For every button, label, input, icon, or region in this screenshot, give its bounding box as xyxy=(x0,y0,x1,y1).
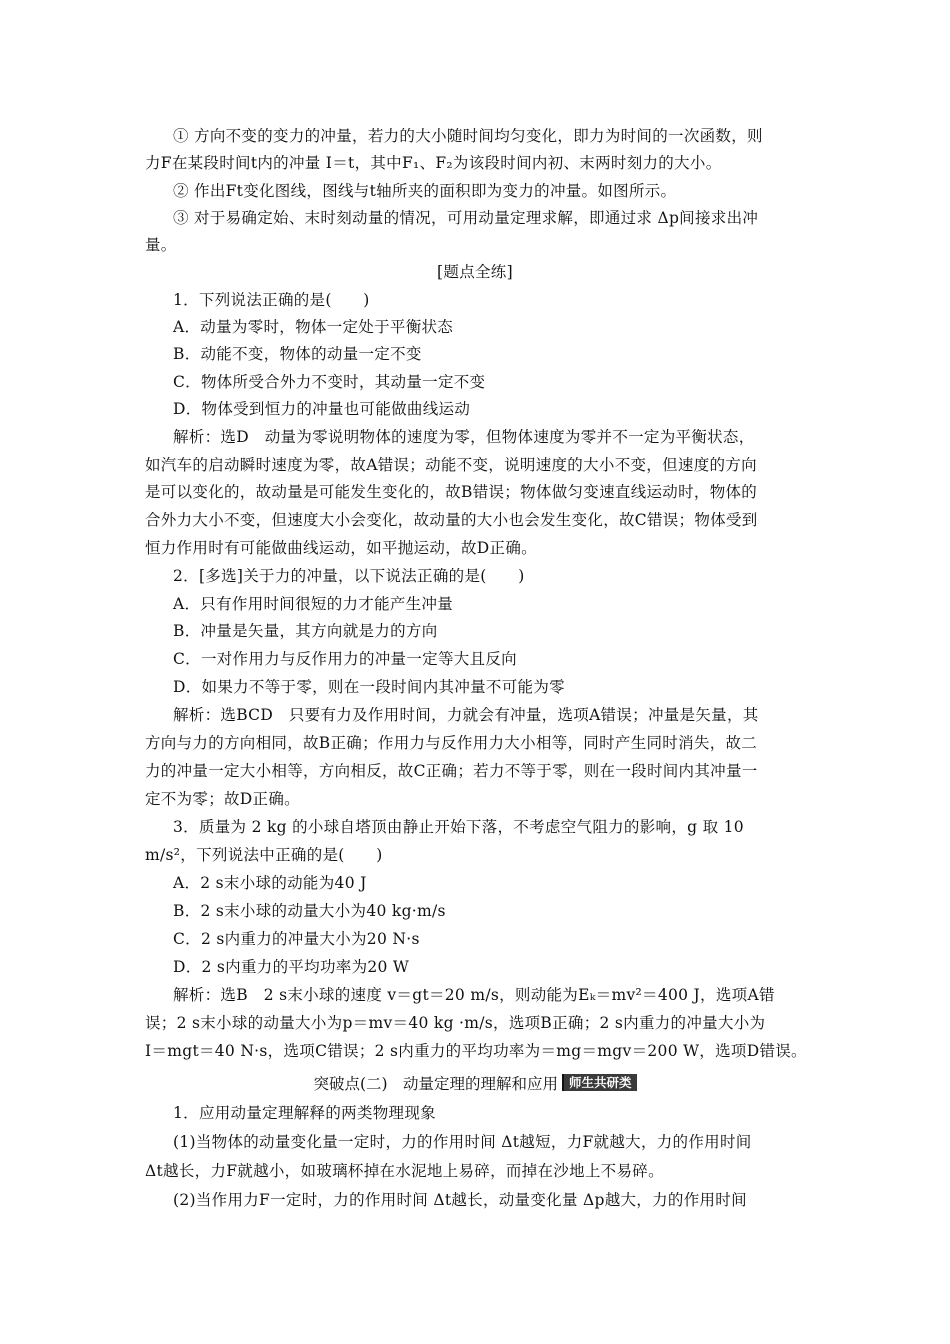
q1-analysis-1: 解析：选D 动量为零说明物体的速度为零，但物体速度为零并不一定为平衡状态， xyxy=(173,428,755,446)
q2-option-d: D．如果力不等于零，则在一段时间内其冲量不可能为零 xyxy=(173,678,565,696)
q1-option-b: B．动能不变，物体的动量一定不变 xyxy=(173,345,422,363)
part2-title: 1．应用动量定理解释的两类物理现象 xyxy=(173,1104,436,1122)
q3-stem-2: m/s²，下列说法中正确的是( ) xyxy=(145,846,383,864)
q3-analysis-2: 误；2 s末小球的动量大小为p＝mv＝40 kg ·m/s，选项B正确；2 s内重力的冲量大小为 xyxy=(145,1014,766,1032)
q3-analysis-3: I＝mgt＝40 N·s，选项C错误；2 s内重力的平均功率为＝mg＝mgv＝200 W，选项D错误。 xyxy=(145,1042,807,1060)
intro-line-3: ② 作出Ft变化图线，图线与t轴所夹的面积即为变力的冲量。如图所示。 xyxy=(173,182,677,200)
q3-option-d: D．2 s内重力的平均功率为20 W xyxy=(173,958,410,976)
q1-option-c: C．物体所受合外力不变时，其动量一定不变 xyxy=(173,373,486,391)
q1-option-a: A．动量为零时，物体一定处于平衡状态 xyxy=(173,318,454,336)
q1-analysis-3: 是可以变化的，故动量是可能发生变化的，故B错误；物体做匀变速直线运动时，物体的 xyxy=(145,483,758,501)
q3-option-c: C．2 s内重力的冲量大小为20 N·s xyxy=(173,930,420,948)
q3-stem-1: 3．质量为 2 kg 的小球自塔顶由静止开始下落，不考虑空气阻力的影响，g 取 10 xyxy=(173,818,744,836)
intro-line-5: 量。 xyxy=(145,236,177,254)
q1-analysis-4: 合外力大小不变，但速度大小会变化，故动量的大小也会发生变化，故C错误；物体受到 xyxy=(145,511,758,529)
q2-option-b: B．冲量是矢量，其方向就是力的方向 xyxy=(173,622,438,640)
q2-stem: 2．[多选]关于力的冲量，以下说法正确的是( ) xyxy=(173,567,525,585)
q2-option-a: A．只有作用时间很短的力才能产生冲量 xyxy=(173,595,454,613)
q3-option-a: A．2 s末小球的动能为40 J xyxy=(173,874,367,892)
q3-analysis-1: 解析：选B 2 s末小球的速度 v＝gt＝20 m/s，则动能为Eₖ＝mv²＝400 J，选项A错 xyxy=(173,986,775,1004)
q2-analysis-2: 方向与力的方向相同，故B正确；作用力与反作用力大小相等，同时产生同时消失，故二 xyxy=(145,734,758,752)
q2-option-c: C．一对作用力与反作用力的冲量一定等大且反向 xyxy=(173,650,517,668)
category-badge: 师生共研类 xyxy=(562,1074,637,1091)
q1-analysis-5: 恒力作用时有可能做曲线运动，如平抛运动，故D正确。 xyxy=(145,539,537,557)
intro-line-2: 力F在某段时间t内的冲量 I＝t，其中F₁、F₂为该段时间内初、末两时刻力的大小。 xyxy=(145,154,722,172)
section-heading-2-text: 突破点(二) 动量定理的理解和应用 xyxy=(313,1075,559,1093)
q2-analysis-4: 定不为零；故D正确。 xyxy=(145,790,300,808)
intro-line-4: ③ 对于易确定始、末时刻动量的情况，可用动量定理求解，即通过求 Δp间接求出冲 xyxy=(173,209,759,227)
intro-line-1: ① 方向不变的变力的冲量，若力的大小随时间均匀变化，即力为时间的一次函数，则 xyxy=(173,127,763,145)
part2-line-1: (1)当物体的动量变化量一定时，力的作用时间 Δt越短，力F就越大，力的作用时间 xyxy=(173,1133,752,1151)
q3-option-b: B．2 s末小球的动量大小为40 kg·m/s xyxy=(173,902,446,920)
q2-analysis-3: 力的冲量一定大小相等，方向相反，故C正确；若力不等于零，则在一段时间内其冲量一 xyxy=(145,762,758,780)
section-title: [题点全练] xyxy=(437,263,513,281)
q1-option-d: D．物体受到恒力的冲量也可能做曲线运动 xyxy=(173,400,471,418)
section-heading-2 xyxy=(0,1074,950,1094)
q1-analysis-2: 如汽车的启动瞬时速度为零，故A错误；动能不变，说明速度的大小不变，但速度的方向 xyxy=(145,456,757,474)
q2-analysis-1: 解析：选BCD 只要有力及作用时间，力就会有冲量，选项A错误；冲量是矢量，其 xyxy=(173,706,759,724)
part2-line-2: Δt越长，力F就越小，如玻璃杯掉在水泥地上易碎，而掉在沙地上不易碎。 xyxy=(145,1162,664,1180)
q1-stem: 1．下列说法正确的是( ) xyxy=(173,291,370,309)
part2-line-3: (2)当作用力F一定时，力的作用时间 Δt越长，动量变化量 Δp越大，力的作用时间 xyxy=(173,1191,747,1209)
